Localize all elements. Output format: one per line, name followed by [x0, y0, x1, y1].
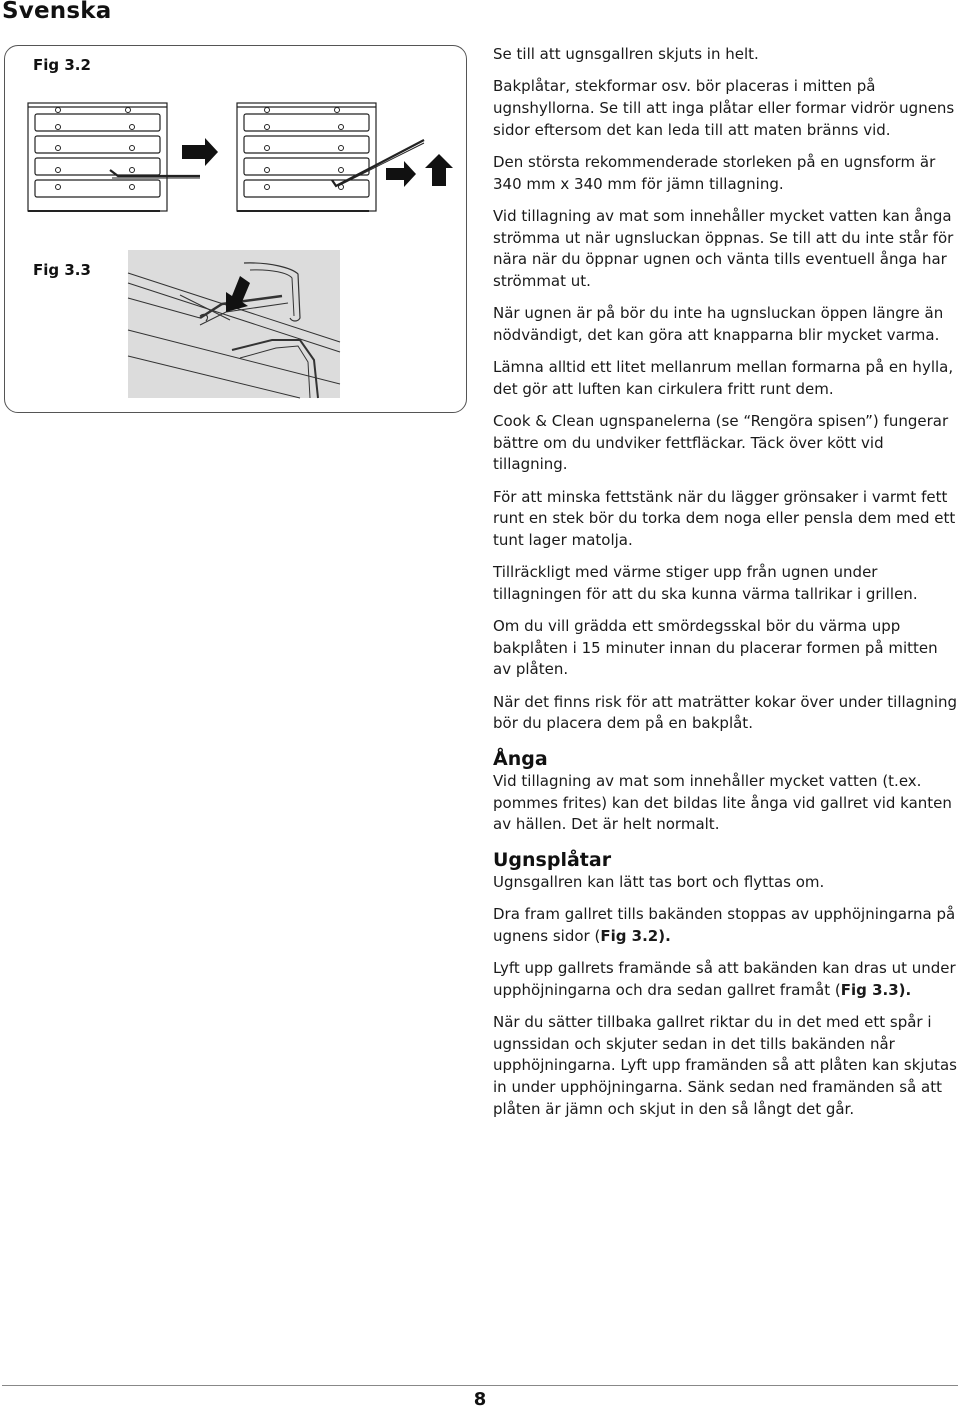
- instruction-paragraph: När det finns risk för att maträtter kokar över under tillagning bör du placera dem på en bakplåt.: [493, 692, 958, 733]
- oven-cavity-right: [237, 103, 424, 211]
- trays-step-3: När du sätter tillbaka gallret riktar du in det med ett spår i ugnssidan och skjuter sedan in det tills bakänden når upphöjningarna. Lyft upp framänden så att plåten kan skjutas in under upphöjningarna. Sänk sedan ned framänden så att plåten är jämn och skjut in den så långt det går.: [493, 1013, 957, 1118]
- trays-step-2-text: Lyft upp gallrets framände så att bakänden kan dras ut under upphöjningarna och dra sedan gallret framåt (: [493, 959, 956, 999]
- instruction-paragraph: Tillräckligt med värme stiger upp från ugnen under tillagningen för att du ska kunna värma tallrikar i grillen.: [493, 563, 918, 603]
- right-arrow-icon: [182, 138, 218, 166]
- oven-shelf-illustration: [0, 0, 470, 420]
- trays-intro: Ugnsgallren kan lätt tas bort och flyttas om.: [493, 872, 825, 891]
- shelf-closeup-illustration: [128, 250, 340, 398]
- oven-cavity-left: [28, 103, 200, 211]
- page-number: 8: [473, 1389, 487, 1409]
- fig-3-3-reference: Fig 3.3).: [840, 980, 912, 999]
- steam-heading: Ånga: [493, 748, 548, 770]
- instruction-paragraph: Vid tillagning av mat som innehåller mycket vatten kan ånga strömma ut när ugnsluckan öppnas. Se till att du inte står för nära när du öppnar ugnen och vänta tills eventuell ånga har strömmat ut.: [493, 206, 954, 290]
- trays-heading: Ugnsplåtar: [493, 848, 612, 871]
- footer-divider: [2, 1385, 958, 1386]
- figure-3-2-label: Fig 3.2: [33, 56, 91, 74]
- instruction-paragraph: Den största rekommenderade storleken på en ugnsform är 340 mm x 340 mm för jämn tillagning.: [493, 152, 936, 193]
- trays-step-2: [493, 958, 958, 1001]
- trays-step-1: [493, 904, 958, 947]
- page-language-title: Svenska: [2, 0, 112, 24]
- instruction-paragraph: Bakplåtar, stekformar osv. bör placeras i mitten på ugnshyllorna. Se till att inga plåtar eller formar vidrör ugnens sidor eftersom det kan leda till att maten bränns vid.: [493, 77, 955, 139]
- up-arrow-icon: [425, 154, 453, 186]
- trays-step-1-text: Dra fram gallret tills bakänden stoppas av upphöjningarna på ugnens sidor (: [493, 905, 956, 945]
- figure-3-3-label: Fig 3.3: [33, 261, 91, 279]
- steam-paragraph: Vid tillagning av mat som innehåller mycket vatten (t.ex. pommes frites) kan det bildas lite ånga vid gallret vid kanten av hällen. Det är helt normalt.: [493, 772, 952, 834]
- right-arrow-icon: [386, 161, 416, 187]
- instructions-column: [493, 44, 958, 1131]
- instruction-paragraph: Lämna alltid ett litet mellanrum mellan formarna på en hylla, det gör att luften kan cirkulera fritt runt dem.: [493, 358, 954, 398]
- instruction-paragraph: När ugnen är på bör du inte ha ugnsluckan öppen längre än nödvändigt, det kan göra att knapparna blir mycket varma.: [493, 304, 944, 344]
- instruction-paragraph: Om du vill grädda ett smördegsskal bör du värma upp bakplåten i 15 minuter innan du placerar formen på mitten av plåten.: [493, 617, 938, 679]
- fig-3-2-reference: Fig 3.2).: [600, 926, 671, 945]
- instruction-paragraph: Se till att ugnsgallren skjuts in helt.: [493, 45, 759, 63]
- instruction-paragraph: För att minska fettstänk när du lägger grönsaker i varmt fett runt en stek bör du torka dem noga eller pensla dem med ett tunt lager matolja.: [493, 487, 956, 549]
- instruction-paragraph: Cook & Clean ugnspanelerna (se “Rengöra spisen”) fungerar bättre om du undviker fettfläckar. Täck över kött vid tillagning.: [493, 412, 949, 474]
